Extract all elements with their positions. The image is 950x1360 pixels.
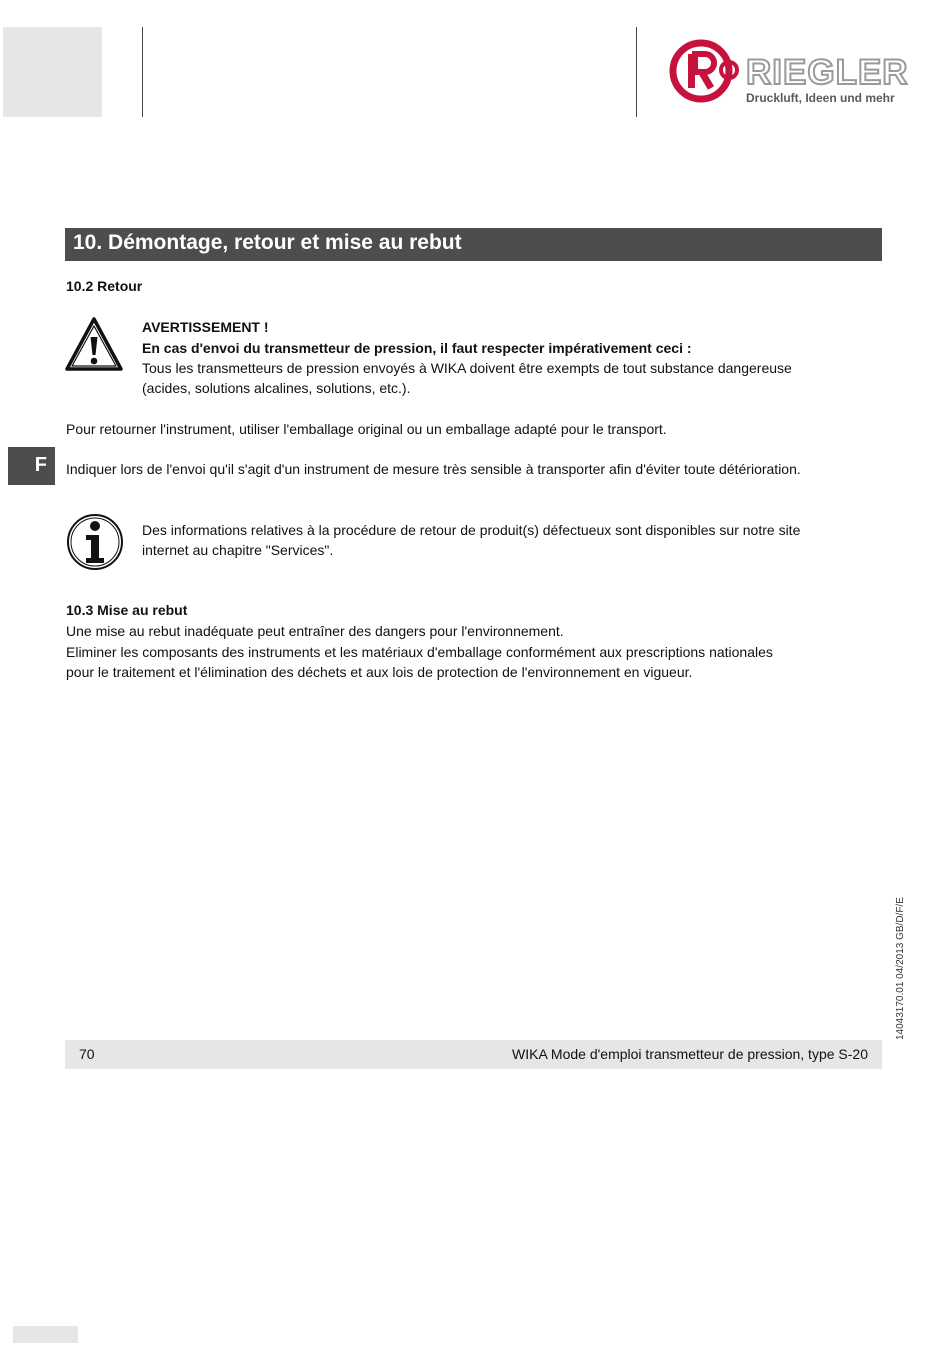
page-number: 70: [79, 1046, 95, 1062]
language-tab: F: [8, 447, 55, 485]
footer-doc-title: WIKA Mode d'emploi transmetteur de pression, type S-20: [512, 1046, 868, 1062]
retour-heading: 10.2 Retour: [66, 278, 143, 294]
header-gray-box: [3, 27, 102, 117]
retour-paragraph-2: Indiquer lors de l'envoi qu'il s'agit d'un instrument de mesure très sensible à transporter afin d'éviter toute détérioration.: [66, 461, 801, 477]
retour-paragraph-1: Pour retourner l'instrument, utiliser l'emballage original ou un emballage adapté pour le transport.: [66, 421, 667, 437]
section-title: 10. Démontage, retour et mise au rebut: [73, 231, 462, 254]
warning-triangle-icon: [64, 315, 124, 373]
warning-text-line2: (acides, solutions alcalines, solutions, etc.).: [142, 380, 411, 396]
disposal-line2: Eliminer les composants des instruments et les matériaux d'emballage conformément aux prescriptions nationales: [66, 644, 773, 660]
info-text-line2: internet au chapitre "Services".: [142, 542, 334, 558]
document-code: 14043170.01 04/2013 GB/D/F/E: [895, 897, 906, 1040]
warning-title: AVERTISSEMENT !: [142, 319, 269, 335]
disposal-heading: 10.3 Mise au rebut: [66, 602, 188, 618]
bottom-gray-box: [13, 1326, 78, 1343]
svg-text:RIEGLER: RIEGLER: [746, 53, 909, 92]
header-divider-left: [142, 27, 143, 117]
disposal-line1: Une mise au rebut inadéquate peut entraîner des dangers pour l'environnement.: [66, 623, 564, 639]
info-text-line1: Des informations relatives à la procédure de retour de produit(s) défectueux sont disponibles sur notre site: [142, 522, 801, 538]
header-divider-right: [636, 27, 637, 117]
logo-tagline: Druckluft, Ideen und mehr: [746, 91, 895, 105]
info-icon: [66, 513, 124, 571]
warning-text-line1: Tous les transmetteurs de pression envoyés à WIKA doivent être exempts de tout substance dangereuse: [142, 360, 792, 376]
disposal-line3: pour le traitement et l'élimination des déchets et aux lois de protection de l'environnement en vigueur.: [66, 664, 693, 680]
warning-lead: En cas d'envoi du transmetteur de pression, il faut respecter impérativement ceci :: [142, 340, 692, 356]
